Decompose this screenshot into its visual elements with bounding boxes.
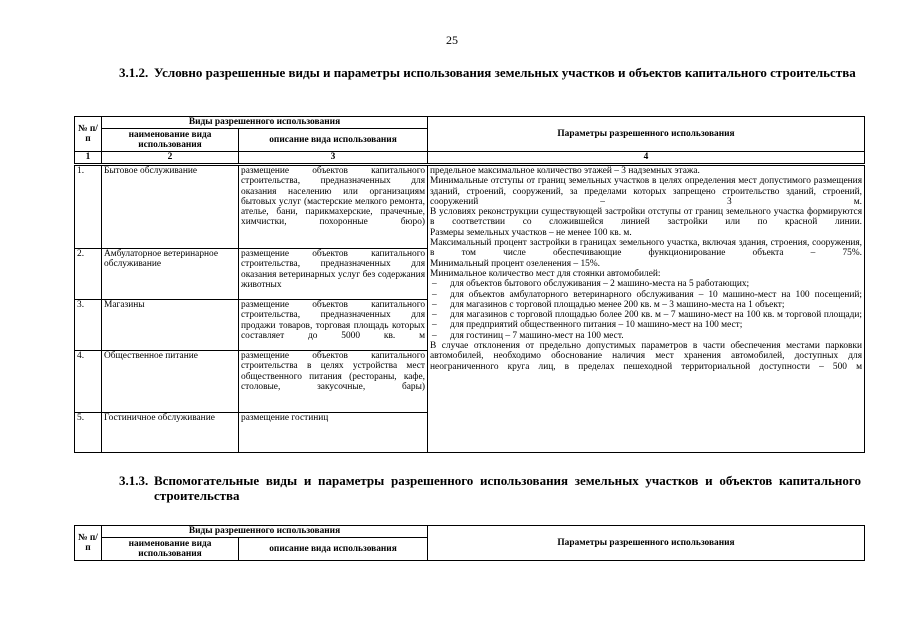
param-coverage: Максимальный процент застройки в границах земельного участка, включая здания, строения, сооружения, в том числе обеспечивающие функционирование объекта – 75%. bbox=[430, 238, 863, 259]
section-number: 3.1.2. bbox=[119, 65, 149, 80]
row-number: 1. bbox=[75, 165, 102, 249]
param-parking-deviation: В случае отклонения от предельно допустимых параметров в части обеспечения местами парковки автомобилей, необходимо обоснование наличия мест хранения автомобилей, доступных для неограниченного круга лиц, в пределах пешеходной территориальной доступности – 500 м bbox=[430, 341, 863, 372]
dash-marker: – bbox=[432, 299, 437, 310]
use-description: размещение объектов капитального строительства, предназначенных для оказания ветеринарных услуг без содержания животных bbox=[239, 249, 428, 300]
column-number: 4 bbox=[428, 152, 865, 165]
param-greening: Минимальный процент озеленения – 15%. bbox=[430, 258, 600, 269]
dash-marker: – bbox=[432, 279, 437, 290]
header-name: наименование вида использования bbox=[102, 129, 239, 152]
row-number: 2. bbox=[75, 249, 102, 300]
header-description: описание вида использования bbox=[239, 538, 428, 561]
list-item: – для гостиниц – 7 машино-мест на 100 мест. bbox=[432, 330, 624, 341]
section-number: 3.1.3. bbox=[119, 473, 149, 488]
param-plot-size: Размеры земельных участков – не менее 100 кв. м. bbox=[430, 227, 632, 238]
use-name: Общественное питание bbox=[102, 351, 239, 413]
column-number: 1 bbox=[75, 152, 102, 165]
dash-marker: – bbox=[432, 310, 437, 321]
list-item: – для предприятий общественного питания – 10 машино-мест на 100 мест; bbox=[432, 320, 743, 331]
header-group: Виды разрешенного использования bbox=[102, 526, 428, 538]
column-number: 2 bbox=[102, 152, 239, 165]
dash-marker: – bbox=[432, 289, 437, 300]
use-description: размещение объектов капитального строительства, предназначенных для продажи товаров, торговая площадь которых составляет до 5000 кв. м bbox=[239, 300, 428, 351]
use-name: Магазины bbox=[102, 300, 239, 351]
list-item: – для объектов амбулаторного ветеринарного обслуживания – 10 машино-мест на 100 посещений; bbox=[432, 289, 863, 300]
conditional-use-table bbox=[74, 116, 865, 453]
section-title: Условно разрешенные виды и параметры использования земельных участков и объектов капитального строительства bbox=[154, 65, 856, 80]
dash-marker: – bbox=[432, 320, 437, 331]
section-heading bbox=[119, 473, 861, 503]
header-params: Параметры разрешенного использования bbox=[428, 526, 865, 561]
use-description: размещение гостиниц bbox=[239, 413, 428, 453]
list-item: – для магазинов с торговой площадью более 200 кв. м – 7 машино-мест на 100 кв. м торговой площади; bbox=[432, 310, 863, 321]
row-number: 4. bbox=[75, 351, 102, 413]
parking-list bbox=[430, 279, 862, 341]
section-heading bbox=[119, 65, 861, 80]
dash-marker: – bbox=[432, 330, 437, 341]
row-number: 3. bbox=[75, 300, 102, 351]
list-item: – для объектов бытового обслуживания – 2 машино-места на 5 работающих; bbox=[432, 279, 750, 290]
page-number: 25 bbox=[446, 33, 458, 47]
header-name: наименование вида использования bbox=[102, 538, 239, 561]
auxiliary-use-table bbox=[74, 525, 865, 561]
use-name: Гостиничное обслуживание bbox=[102, 413, 239, 453]
use-name: Бытовое обслуживание bbox=[102, 165, 239, 249]
header-group: Виды разрешенного использования bbox=[102, 117, 428, 129]
header-description: описание вида использования bbox=[239, 129, 428, 152]
use-description: размещение объектов капитального строительства, предназначенных для оказания населению или организациям бытовых услуг (мастерские мелкого ремонта, ателье, бани, парикмахерские, прачечные, химчистки, похоронные бюро) bbox=[239, 165, 428, 249]
param-parking-title: Минимальное количество мест для стоянки автомобилей: bbox=[430, 268, 661, 279]
row-number: 5. bbox=[75, 413, 102, 453]
param-reconstruction: В условиях реконструкции существующей застройки отступы от границ земельного участка формируются в соответствии со сложившейся линией застройки или по красной линии. bbox=[430, 207, 863, 228]
use-description: размещение объектов капитального строительства в целях устройства мест общественного питания (рестораны, кафе, столовые, закусочные, бары) bbox=[239, 351, 428, 413]
param-setbacks: Минимальные отступы от границ земельных участков в целях определения мест допустимого размещения зданий, строений, сооружений, за пределами которых запрещено строительство зданий, строений, сооружений – 3 м. bbox=[430, 176, 863, 207]
section-title: Вспомогательные виды и параметры разрешенного использования земельных участков и объектов капитального строительства bbox=[154, 473, 861, 503]
use-name: Амбулаторное ветеринарное обслуживание bbox=[102, 249, 239, 300]
use-parameters bbox=[428, 165, 865, 453]
column-number: 3 bbox=[239, 152, 428, 165]
list-item: – для магазинов с торговой площадью менее 200 кв. м – 3 машино-места на 1 объект; bbox=[432, 299, 785, 310]
table-row bbox=[75, 165, 865, 249]
header-num: № п/п bbox=[75, 526, 102, 561]
header-params: Параметры разрешенного использования bbox=[428, 117, 865, 152]
param-floors: предельное максимальное количество этажей – 3 надземных этажа. bbox=[430, 166, 700, 176]
header-num: № п/п bbox=[75, 117, 102, 152]
